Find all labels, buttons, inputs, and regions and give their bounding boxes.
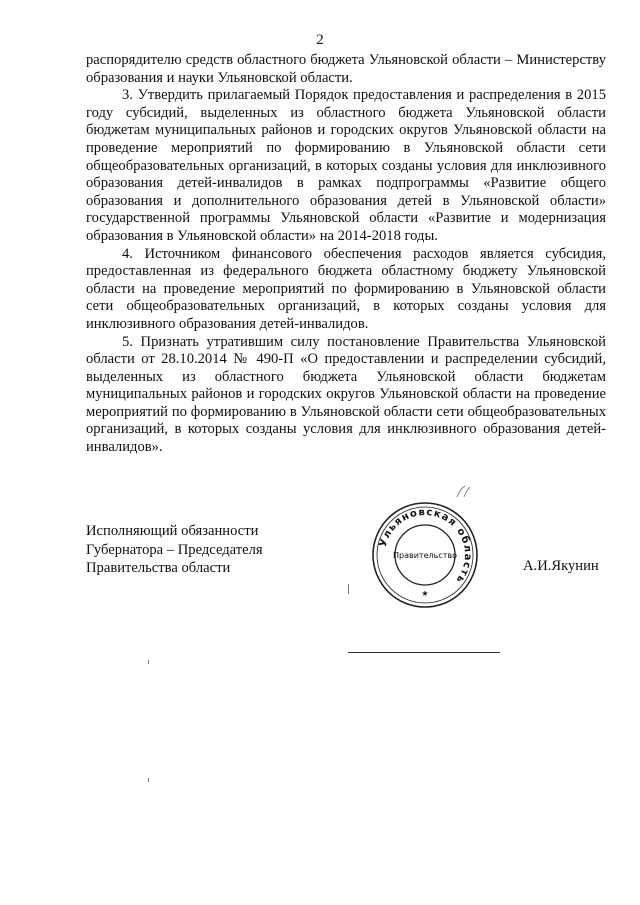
signatory-name: А.И.Якунин [523,558,599,574]
paragraph-continuation: распорядителю средств областного бюджета Ульяновской области – Министерству образования и науки Ульяновской области. [86,52,606,86]
svg-text:Правительство: Правительство [393,551,457,560]
svg-text:★: ★ [421,589,429,598]
svg-text:Ульяновская область: Ульяновская область [377,506,474,586]
scan-artifact [348,584,349,594]
signature-mark [455,484,475,500]
page-number: 2 [316,32,324,48]
paragraph-4: 4. Источником финансового обеспечения расходов является субсидия, предоставленная из федерального бюджета областному бюджету Ульяновской области на проведение мероприятий по формированию в Ульяновской области сети общеобразовательных организаций, в которых созданы условия для инклюзивного образования детей-инвалидов. [86,245,606,332]
paragraph-5: 5. Признать утратившим силу постановление Правительства Ульяновской области от 28.10.2014 № 490-П «О предоставлении и распределении субсидий, выделенных из областного бюджета Ульяновской области бюджетам муниципальных районов и городских округов Ульяновской области на проведение мероприятий по формированию в Ульяновской области сети общеобразовательных организаций, в которых созданы условия для инклюзивного образования детей-инвалидов». [86,333,606,456]
official-seal [370,500,480,610]
document-body [86,52,606,457]
signatory-title-line-3: Правительства области [86,560,231,576]
scan-artifact [148,660,149,664]
signatory-title-line-2: Губернатора – Председателя [86,541,263,558]
scan-artifact [148,778,149,782]
signatory-title-line-1: Исполняющий обязанности [86,523,259,539]
paragraph-3: 3. Утвердить прилагаемый Порядок предоставления и распределения в 2015 году субсидий, выделенных из областного бюджета Ульяновской области бюджетам муниципальных районов и городских округов Ульяновской области на проведение мероприятий по формированию в Ульяновской области сети общеобразовательных организаций, в которых созданы условия для инклюзивного образования детей-инвалидов в рамках подпрограммы «Развитие общего образования и дополнительного образования детей в Ульяновской области» государственной программы Ульяновской области «Развитие и модернизация образования в Ульяновской области» на 2014-2018 годы. [86,87,606,244]
signatory-title [86,522,263,578]
signature-line [348,652,500,653]
